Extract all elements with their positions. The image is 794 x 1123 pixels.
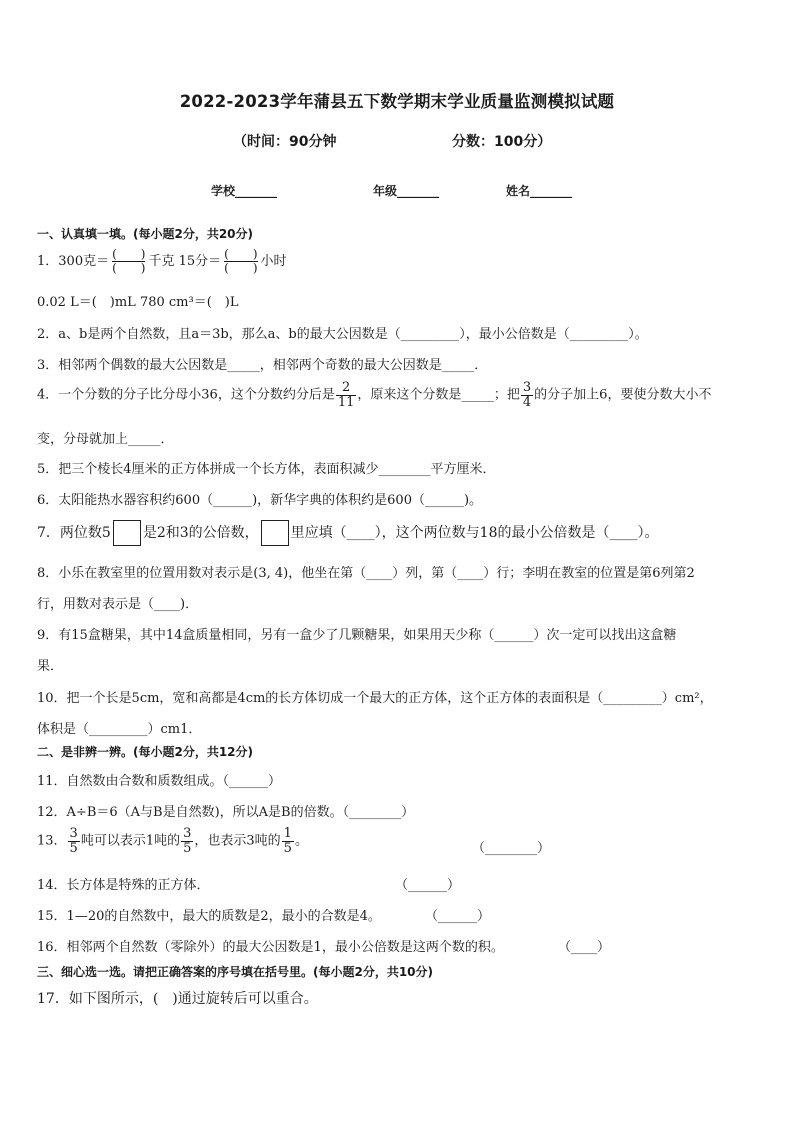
section-1-heading: 一、认真填一填。(每小题2分，共20分)	[37, 227, 254, 241]
grade-field: 年级_______	[373, 184, 440, 198]
question-8b: 行，用数对表示是（____)．	[37, 597, 199, 612]
q7-digit-box-1[interactable]	[113, 520, 141, 546]
question-4-line2: 变，分母就加上_____．	[37, 432, 174, 447]
question-13: 13． $\frac{3}{5}$ 吨可以表示1吨的 $\frac{3}{5}$ ，也表示3吨的 $\frac{1}{5}$ 。	[37, 826, 308, 856]
question-17: 17．如下图所示，( )通过旋转后可以重合。	[37, 991, 318, 1007]
question-12: 12．A÷B＝6（A与B是自然数)，所以A是B的倍数。（________）	[37, 805, 415, 820]
q7-digit-box-2[interactable]	[261, 520, 289, 546]
question-7: 7．两位数5 是2和3的公倍数， 里应填（____），这个两位数与18的最小公倍数是（____）。	[37, 520, 658, 546]
question-5: 5．把三个棱长4厘米的正方体拼成一个长方体，表面积减少________平方厘米．	[37, 462, 496, 477]
question-10a: 10．把一个长是5cm，宽和高都是4cm的长方体切成一个最大的正方体，这个正方体的表面积是（_________）cm²，	[37, 691, 713, 706]
question-2: 2．a、b是两个自然数，且a＝3b，那么a、b的最大公因数是（_________），最小公倍数是（_________）。	[37, 327, 648, 342]
school-field: 学校_______	[211, 184, 278, 198]
q4-fraction-2-11: $\frac{2}{11}$	[337, 380, 355, 410]
section-3-heading: 三、细心选一选。请把正确答案的序号填在括号里。(每小题2分，共10分)	[37, 965, 434, 979]
exam-score: 分数：100分）	[452, 134, 552, 150]
q4-fraction-3-4: $\frac{3}{4}$	[522, 380, 532, 410]
question-13-blank[interactable]: （________）	[472, 841, 551, 856]
question-9a: 9．有15盒糖果，其中14盒质量相同，另有一盒少了几颗糖果，如果用天少称（______）次一定可以找出这盒糖	[37, 628, 677, 643]
q1-end: 小时	[260, 254, 287, 270]
question-15: 15．1—20的自然数中，最大的质数是2，最小的合数是4。	[37, 909, 381, 924]
q13-fraction-3-5-a: $\frac{3}{5}$	[69, 826, 78, 856]
question-8a: 8．小乐在教室里的位置用数对表示是(3, 4)，他坐在第（____）列，第（____）行；李明在教室的位置是第6列第2	[37, 566, 695, 581]
question-15-blank[interactable]: （______）	[425, 909, 491, 924]
q13-fraction-3-5-b: $\frac{3}{5}$	[183, 826, 192, 856]
question-3: 3．相邻两个偶数的最大公因数是_____，相邻两个奇数的最大公因数是_____．	[37, 358, 488, 373]
question-11: 11．自然数由合数和质数组成。（______）	[37, 774, 282, 789]
q1-fraction-hour: ( ) ( )	[224, 247, 258, 276]
q1-mid: 千克 15分＝	[148, 254, 222, 270]
question-1b: 0.02 L＝( )mL 780 cm³＝( )L	[37, 295, 239, 310]
question-16-blank[interactable]: （____）	[558, 940, 611, 955]
question-10b: 体积是（_________）cm1．	[37, 722, 202, 737]
exam-time: （时间：90分钟	[233, 134, 337, 150]
question-14: 14．长方体是特殊的正方体．	[37, 878, 210, 893]
q1-pre: 1．300克＝	[37, 254, 110, 270]
question-1a	[37, 248, 287, 275]
name-field: 姓名_______	[506, 184, 573, 198]
question-6: 6．太阳能热水器容积约600（______)，新华字典的体积约是600（______)。	[37, 493, 483, 508]
exam-title: 2022-2023学年蒲县五下数学期末学业质量监测模拟试题	[179, 92, 615, 111]
question-4: 4．一个分数的分子比分母小36，这个分数约分后是 $\frac{2}{11}$ ，原来这个分数是_____；把 $\frac{3}{4}$ 的分子加上6，要使分数大小不	[37, 380, 712, 410]
question-9b: 果．	[37, 659, 64, 674]
q1-fraction-kg: ( ) ( )	[112, 247, 146, 276]
question-16: 16．相邻两个自然数（零除外）的最大公因数是1，最小公倍数是这两个数的积。	[37, 940, 504, 955]
q13-fraction-1-5: $\frac{1}{5}$	[283, 826, 292, 856]
section-2-heading: 二、是非辨一辨。(每小题2分，共12分)	[37, 745, 254, 759]
question-14-blank[interactable]: （______）	[395, 878, 461, 893]
